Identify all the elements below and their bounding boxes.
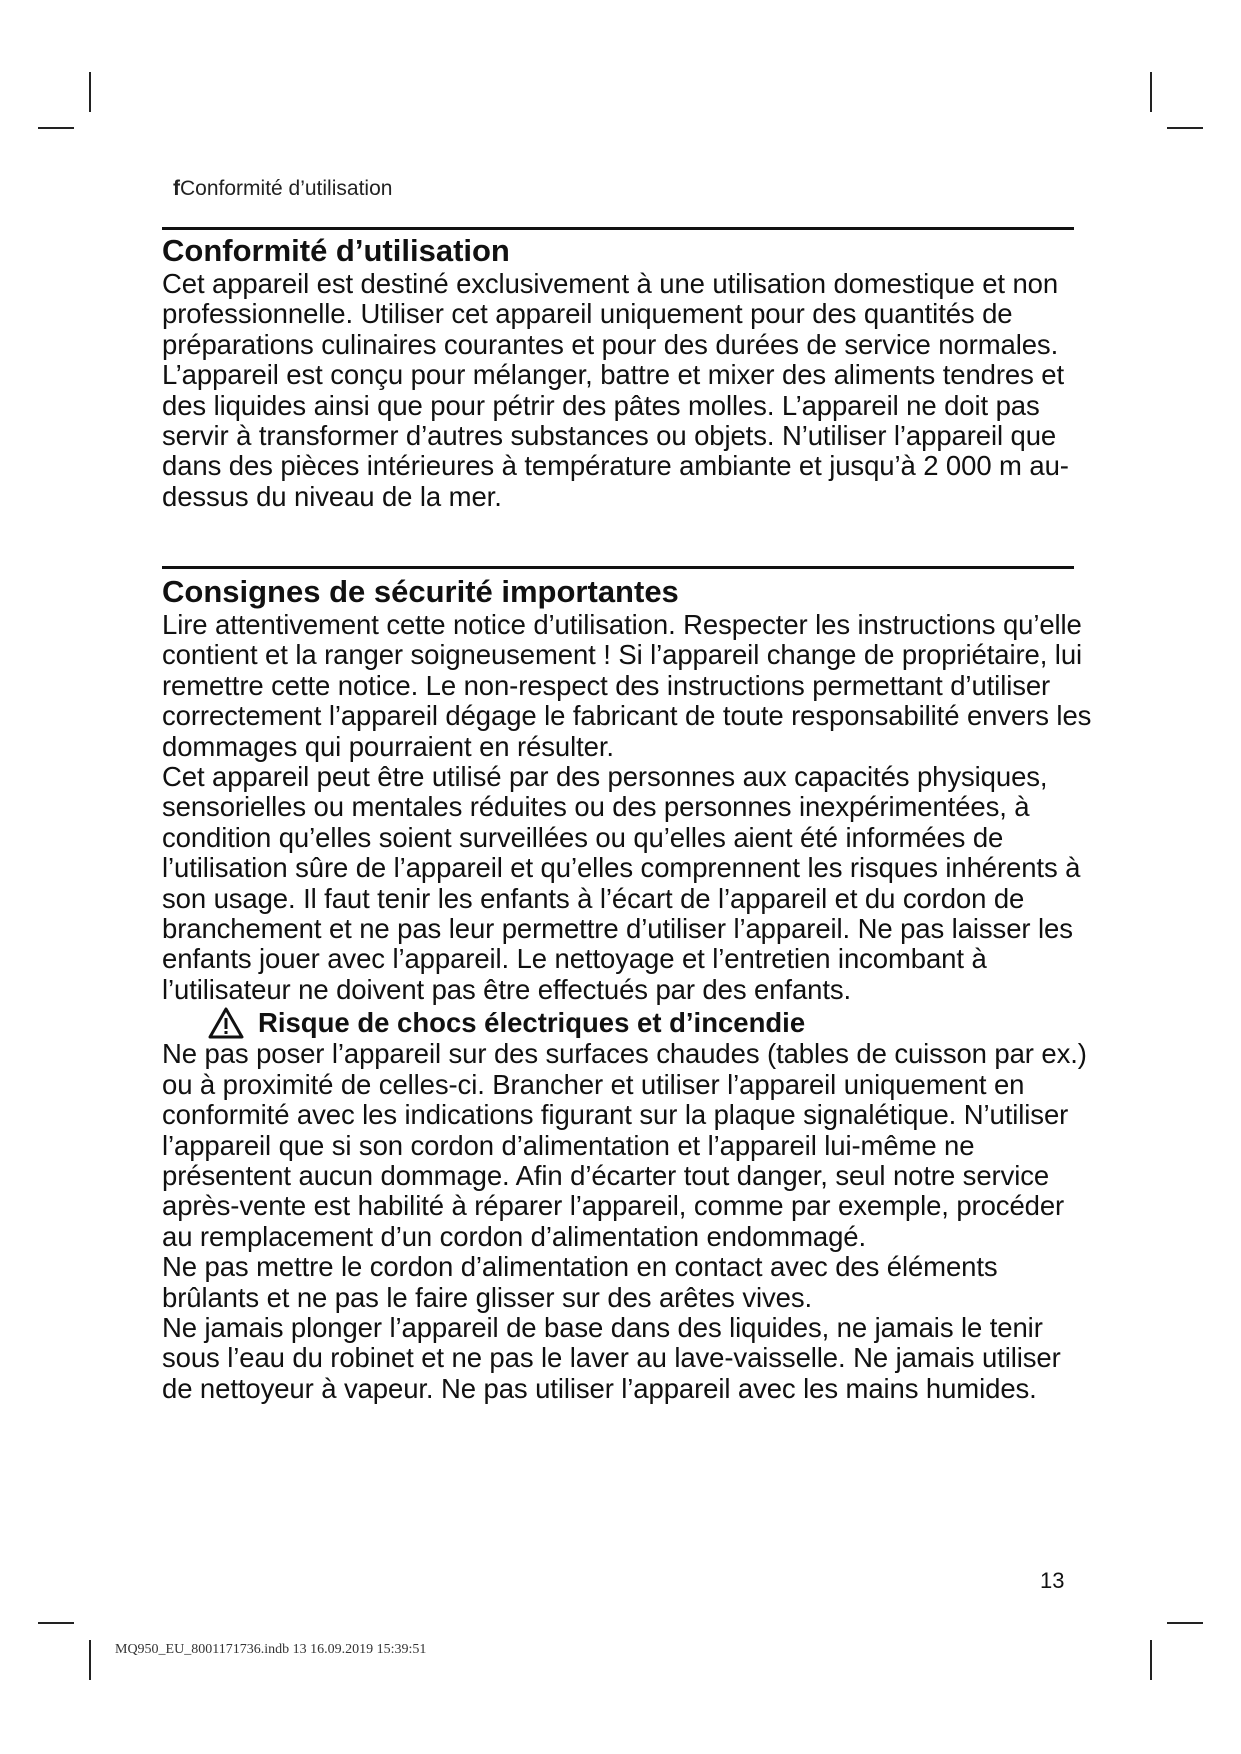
warning-triangle-icon	[208, 1007, 244, 1039]
crop-mark-bottom-left-horizontal	[38, 1622, 74, 1624]
running-head	[173, 177, 392, 201]
crop-mark-top-right-vertical	[1150, 72, 1152, 112]
section-rule-1	[162, 227, 1074, 230]
warning-paragraph: Ne jamais plonger l’appareil de base dans des liquides, ne jamais le tenir sous l’eau du robinet et ne pas le laver au lave-vaisselle. Ne jamais utiliser de nettoyeur à vapeur. Ne pas utiliser l’appareil avec les mains humides.	[162, 1311, 1061, 1404]
crop-mark-top-left-horizontal	[38, 127, 74, 129]
footer-print-slug: MQ950_EU_8001171736.indb 13 16.09.2019 15:39:51	[115, 1642, 427, 1657]
crop-mark-top-right-horizontal	[1167, 127, 1203, 129]
warning-heading	[208, 1007, 1092, 1039]
page-number: 13	[1040, 1568, 1065, 1593]
crop-mark-bottom-right-vertical	[1150, 1640, 1152, 1680]
crop-mark-bottom-right-horizontal	[1167, 1622, 1203, 1624]
crop-mark-bottom-left-vertical	[89, 1640, 91, 1680]
section-heading: Consignes de sécurité importantes	[162, 574, 679, 609]
section-heading: Conformité d’utilisation	[162, 233, 510, 268]
warning-paragraph: Ne pas mettre le cordon d’alimentation en contact avec des éléments brûlants et ne pas le faire glisser sur des arêtes vives.	[162, 1251, 998, 1313]
section-paragraph: Lire attentivement cette notice d’utilisation. Respecter les instructions qu’elle contient et la ranger soigneusement ! Si l’appareil change de propriétaire, lui remettre cette notice. Le non-respect des instructions permettant d’utiliser correctement l’appareil dégage le fabricant de toute responsabilité envers les dommages qui pourraient en résulter.	[162, 609, 1092, 762]
warning-paragraph: Ne pas poser l’appareil sur des surfaces chaudes (tables de cuisson par ex.) ou à proximité de celles-ci. Brancher et utiliser l’appareil uniquement en conformité avec les indications figurant sur la plaque signalétique. N’utiliser l’appareil que si son cordon d’alimentation et l’appareil lui-même ne présentent aucun dommage. Afin d’écarter tout danger, seul notre service après-vente est habilité à réparer l’appareil, comme par exemple, procéder au remplacement d’un cordon d’alimentation endommagé.	[162, 1038, 1087, 1252]
section-rule-2	[162, 566, 1074, 569]
section-safety-instructions	[162, 574, 1092, 1404]
running-head-title: Conformité d’utilisation	[180, 177, 393, 200]
section-usage-conformity	[162, 233, 1092, 512]
crop-mark-top-left-vertical	[89, 72, 91, 112]
language-mark: f	[173, 177, 180, 200]
section-paragraph: Cet appareil peut être utilisé par des personnes aux capacités physiques, sensorielles ou mentales réduites ou des personnes inexpérimentées, à condition qu’elles soient surveillées ou qu’elles aient été informées de l’utilisation sûre de l’appareil et qu’elles comprennent les risques inhérents à son usage. Il faut tenir les enfants à l’écart de l’appareil et du cordon de branchement et ne pas leur permettre d’utiliser l’appareil. Ne pas laisser les enfants jouer avec l’appareil. Le nettoyage et l’entretien incombant à l’utilisateur ne doivent pas être effectués par des enfants.	[162, 761, 1081, 1005]
section-paragraph: Cet appareil est destiné exclusivement à une utilisation domestique et non professionnelle. Utiliser cet appareil uniquement pour des quantités de préparations culinaires courantes et pour des durées de service normales. L’appareil est conçu pour mélanger, battre et mixer des aliments tendres et des liquides ainsi que pour pétrir des pâtes molles. L’appareil ne doit pas servir à transformer d’autres substances ou objets. N’utiliser l’appareil que dans des pièces intérieures à température ambiante et jusqu’à 2 000 m au-dessus du niveau de la mer.	[162, 268, 1069, 512]
warning-title: Risque de chocs électriques et d’incendie	[258, 1007, 806, 1039]
